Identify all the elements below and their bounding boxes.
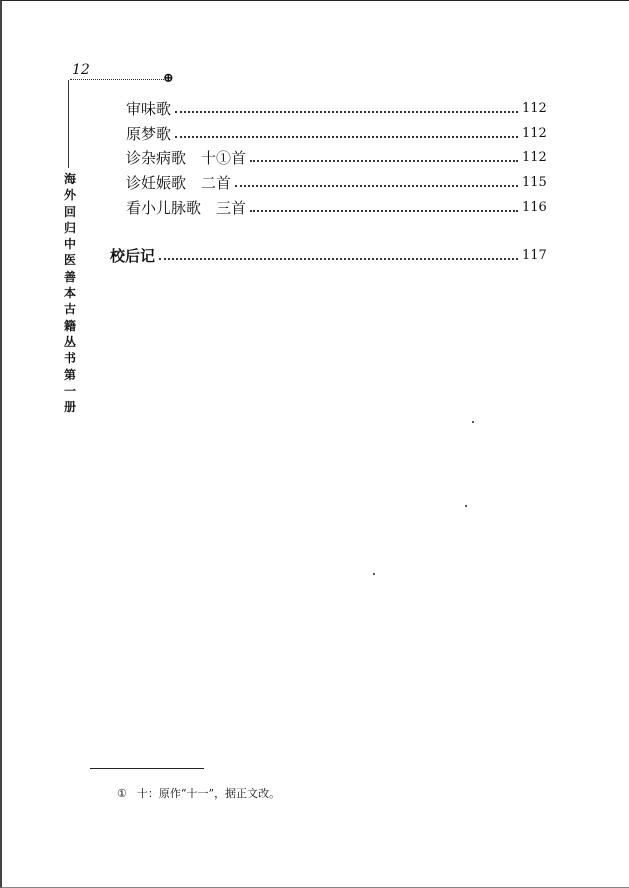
scan-speck	[465, 505, 467, 507]
toc-entry	[126, 148, 546, 168]
toc-entry-page: 115	[522, 175, 547, 190]
toc-entry-page: 112	[522, 150, 547, 165]
scan-speck	[472, 421, 474, 423]
toc-entry	[110, 246, 546, 266]
header-rule	[70, 79, 164, 80]
toc-entry	[126, 198, 546, 218]
toc-entry-title: 诊妊娠歌 二首	[126, 174, 232, 192]
toc-leader-dots	[175, 111, 518, 113]
toc-leader-dots	[235, 185, 518, 187]
toc-entry-title: 看小儿脉歌 三首	[126, 199, 247, 217]
toc-leader-dots	[250, 160, 518, 162]
toc-entry-page: 112	[522, 101, 547, 116]
toc-entry-title: 诊杂病歌 十①首	[126, 149, 247, 167]
footnote-text: 十：原作“十一”，据正文改。	[136, 787, 281, 800]
page-number: 12	[72, 62, 90, 78]
footnote-rule	[90, 768, 204, 769]
toc-entry-page: 112	[522, 126, 547, 141]
toc-entry-title: 校后记	[110, 247, 156, 265]
toc-entry	[126, 124, 546, 144]
toc-leader-dots	[250, 210, 518, 212]
toc-entry-page: 116	[522, 200, 547, 215]
footnote-mark: ①	[117, 787, 127, 800]
footnote	[117, 786, 280, 802]
series-title: 海外回归中医善本古籍丛书第一册	[63, 172, 76, 415]
toc-entry-title: 审味歌	[126, 100, 172, 118]
toc-leader-dots	[159, 258, 518, 260]
margin-rule	[68, 80, 69, 168]
toc-entry-page: 117	[522, 248, 547, 263]
toc-entry-title: 原梦歌	[126, 125, 172, 143]
scan-speck	[373, 573, 375, 575]
toc-entry	[126, 173, 546, 193]
header-ornament-icon: ⊕	[163, 71, 174, 86]
toc-entry	[126, 99, 546, 119]
toc-leader-dots	[175, 136, 518, 138]
